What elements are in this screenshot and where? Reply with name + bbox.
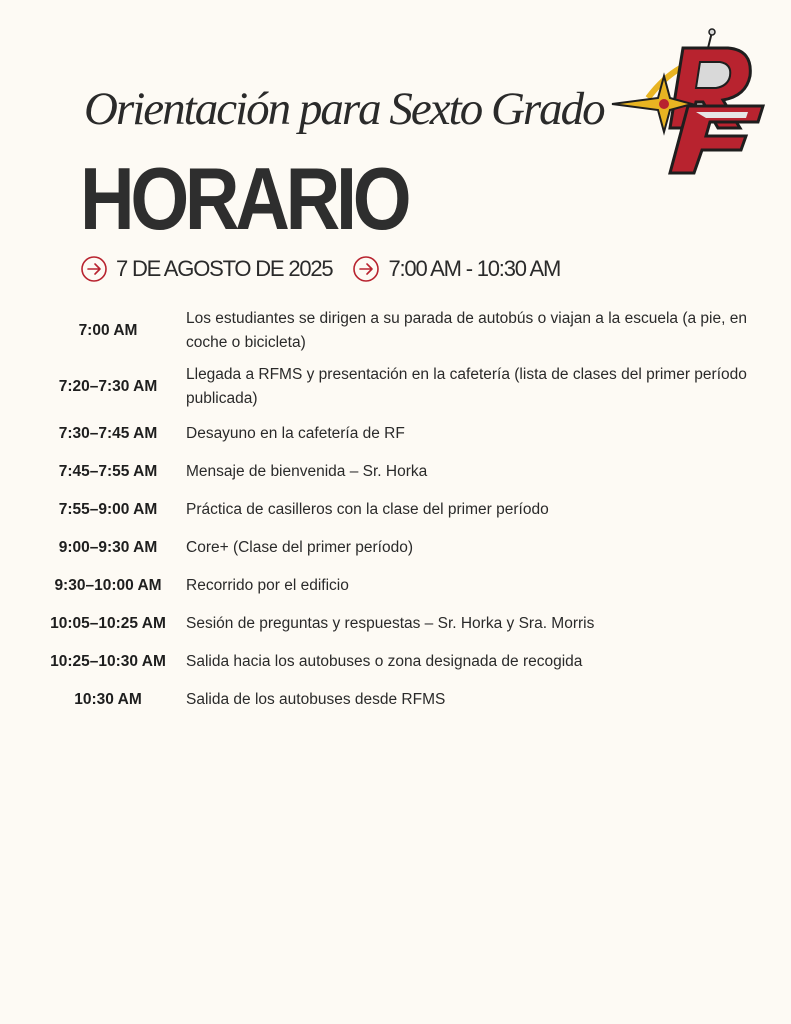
schedule-time: 7:20–7:30 AM <box>58 378 158 395</box>
schedule-description: Sesión de preguntas y respuestas – Sr. Horka y Sra. Morris <box>186 615 595 632</box>
schedule-description: Llegada a RFMS y presentación en la cafetería (lista de clases del primer período publicada) <box>186 366 747 407</box>
event-info <box>80 254 580 284</box>
page-subtitle: Orientación para Sexto Grado <box>84 83 604 135</box>
schedule-row <box>30 529 765 567</box>
schedule-row <box>30 303 765 359</box>
schedule-description: Core+ (Clase del primer período) <box>186 539 413 556</box>
rf-star-logo-icon <box>608 28 770 176</box>
schedule-time: 10:05–10:25 AM <box>50 615 166 632</box>
schedule-list <box>30 303 765 719</box>
schedule-description: Mensaje de bienvenida – Sr. Horka <box>186 463 428 480</box>
schedule-row <box>30 643 765 681</box>
schedule-description: Salida de los autobuses desde RFMS <box>186 691 446 708</box>
schedule-description: Práctica de casilleros con la clase del primer período <box>186 501 549 518</box>
schedule-time: 7:55–9:00 AM <box>58 501 158 518</box>
page-title: HORARIO <box>80 149 408 248</box>
schedule-row <box>30 605 765 643</box>
schedule-row <box>30 567 765 605</box>
schedule-row <box>30 491 765 529</box>
event-date: 7 DE AGOSTO DE 2025 <box>116 256 333 281</box>
schedule-time: 10:25–10:30 AM <box>50 653 166 670</box>
schedule-description: Recorrido por el edificio <box>186 577 349 594</box>
schedule-time: 7:30–7:45 AM <box>58 425 158 442</box>
schedule-row <box>30 453 765 491</box>
arrow-right-circle-icon <box>80 255 108 283</box>
schedule-row <box>30 681 765 719</box>
schedule-time: 7:45–7:55 AM <box>58 463 158 480</box>
event-time-range: 7:00 AM - 10:30 AM <box>388 256 561 281</box>
schedule-row <box>30 359 765 415</box>
schedule-row <box>30 415 765 453</box>
schedule-time: 7:00 AM <box>78 322 138 339</box>
schedule-description: Los estudiantes se dirigen a su parada de autobús o viajan a la escuela (a pie, en coche o bicicleta) <box>186 310 747 351</box>
date-info <box>80 255 332 283</box>
schedule-time: 10:30 AM <box>74 691 142 708</box>
schedule-time: 9:00–9:30 AM <box>58 539 158 556</box>
time-info <box>352 255 560 283</box>
schedule-description: Salida hacia los autobuses o zona designada de recogida <box>186 653 583 670</box>
arrow-right-circle-icon <box>352 255 380 283</box>
schedule-description: Desayuno en la cafetería de RF <box>186 425 405 442</box>
schedule-time: 9:30–10:00 AM <box>54 577 162 594</box>
